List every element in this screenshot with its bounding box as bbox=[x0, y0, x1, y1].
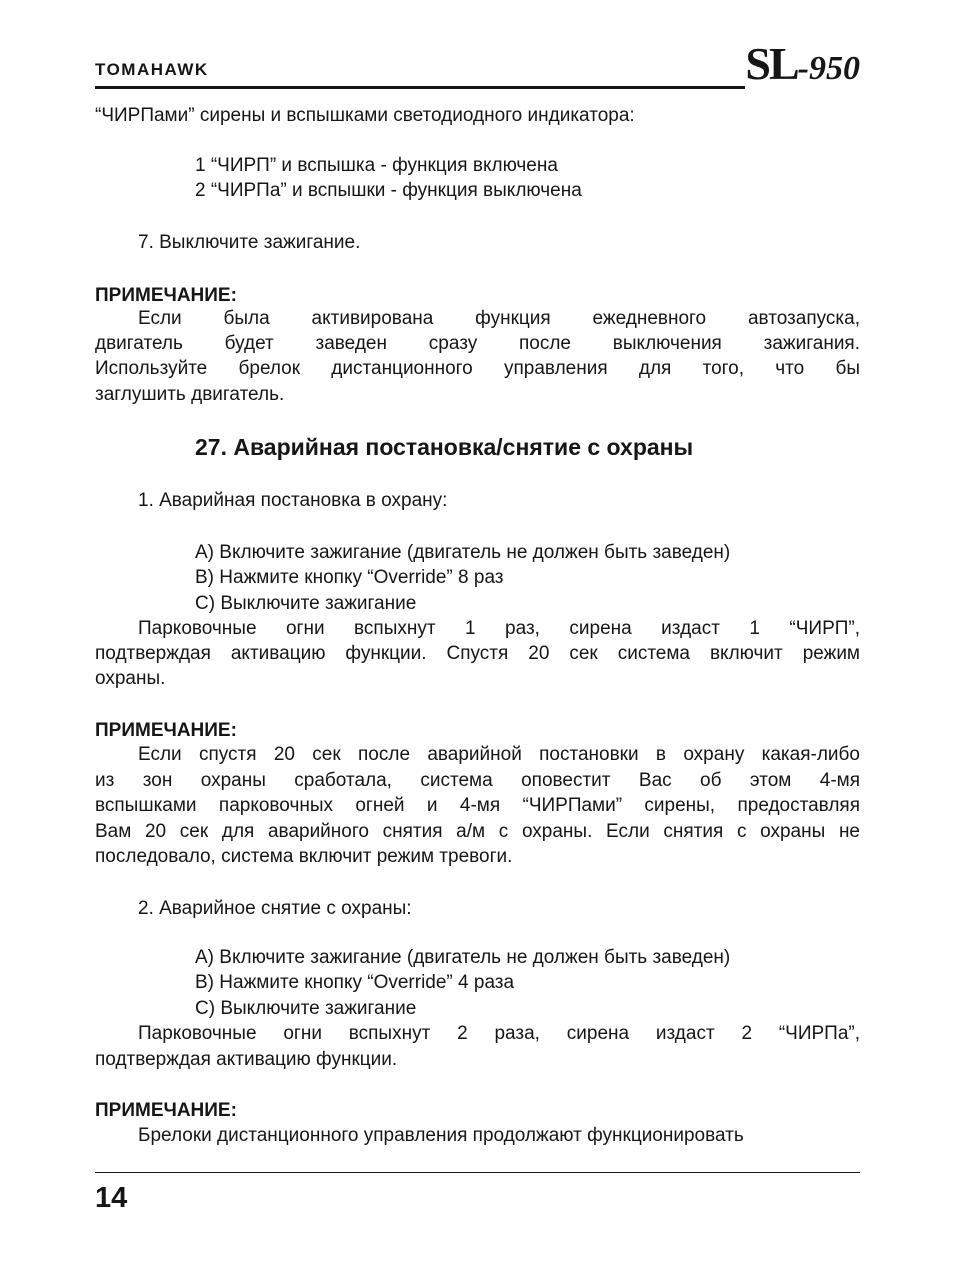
paragraph-line: Используйте брелок дистанционного управления для того, что бы bbox=[95, 358, 860, 379]
list-item: A) Включите зажигание (двигатель не должен быть заведен) bbox=[195, 542, 731, 563]
paragraph-line: “ЧИРПами” сирены и вспышками светодиодного индикатора: bbox=[95, 105, 635, 126]
note-label: ПРИМЕЧАНИЕ: bbox=[95, 285, 237, 306]
paragraph-line: Если была активирована функция ежедневного автозапуска, bbox=[138, 308, 860, 329]
paragraph-line: подтверждая активацию функции. bbox=[95, 1049, 398, 1070]
note-label: ПРИМЕЧАНИЕ: bbox=[95, 720, 237, 741]
paragraph-line: из зон охраны сработала, система оповестит Вас об этом 4-мя bbox=[95, 770, 860, 791]
model-sl: SL bbox=[745, 38, 798, 89]
header-rule bbox=[95, 86, 745, 89]
list-item: A) Включите зажигание (двигатель не должен быть заведен) bbox=[195, 947, 731, 968]
step-item: 1. Аварийная постановка в охрану: bbox=[138, 490, 448, 511]
paragraph-line: Если спустя 20 сек после аварийной постановки в охрану какая-либо bbox=[138, 744, 860, 765]
step-item: 2. Аварийное снятие с охраны: bbox=[138, 898, 412, 919]
list-item: B) Нажмите кнопку “Override” 4 раза bbox=[195, 972, 515, 993]
paragraph-line: подтверждая активацию функции. Спустя 20 сек система включит режим bbox=[95, 643, 860, 664]
model-number: -950 bbox=[797, 50, 860, 87]
paragraph-line: заглушить двигатель. bbox=[95, 384, 285, 405]
footer-rule bbox=[95, 1172, 860, 1173]
model-logo bbox=[745, 40, 860, 92]
paragraph-line: Парковочные огни вспыхнут 1 раз, сирена издаст 1 “ЧИРП”, bbox=[138, 618, 860, 639]
brand-name: TOMAHAWK bbox=[95, 60, 209, 79]
page-number: 14 bbox=[95, 1182, 128, 1214]
list-item: 1 “ЧИРП” и вспышка - функция включена bbox=[195, 155, 558, 176]
list-item: B) Нажмите кнопку “Override” 8 раз bbox=[195, 567, 504, 588]
paragraph-line: Брелоки дистанционного управления продолжают функционировать bbox=[138, 1125, 744, 1146]
paragraph-line: Вам 20 сек для аварийного снятия а/м с охраны. Если снятия с охраны не bbox=[95, 821, 860, 842]
list-item: C) Выключите зажигание bbox=[195, 593, 417, 614]
list-item: C) Выключите зажигание bbox=[195, 998, 417, 1019]
paragraph-line: двигатель будет заведен сразу после выключения зажигания. bbox=[95, 333, 860, 354]
paragraph-line: охраны. bbox=[95, 668, 166, 689]
step-item: 7. Выключите зажигание. bbox=[138, 232, 361, 253]
list-item: 2 “ЧИРПа” и вспышки - функция выключена bbox=[195, 180, 582, 201]
paragraph-line: последовало, система включит режим тревоги. bbox=[95, 846, 513, 867]
note-label: ПРИМЕЧАНИЕ: bbox=[95, 1100, 237, 1121]
paragraph-line: вспышками парковочных огней и 4-мя “ЧИРПами” сирены, предоставляя bbox=[95, 795, 860, 816]
paragraph-line: Парковочные огни вспыхнут 2 раза, сирена издаст 2 “ЧИРПа”, bbox=[138, 1023, 860, 1044]
page-header bbox=[95, 40, 860, 92]
section-heading: 27. Аварийная постановка/снятие с охраны bbox=[195, 434, 694, 460]
